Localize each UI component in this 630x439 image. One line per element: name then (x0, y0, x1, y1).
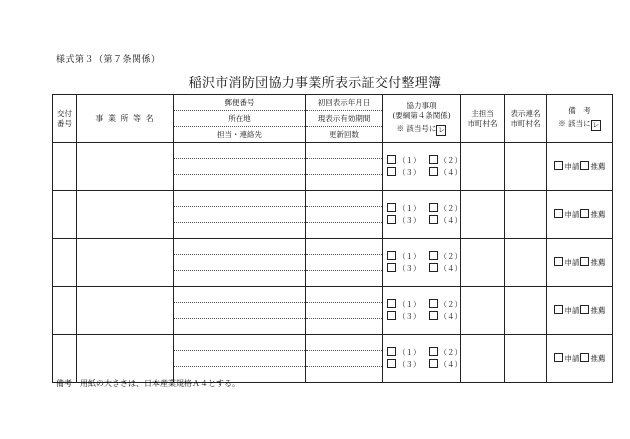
valid-period-cell[interactable] (306, 351, 382, 367)
address-cell[interactable] (174, 351, 305, 367)
checkbox-icon (554, 353, 563, 362)
postal-cell[interactable] (174, 239, 305, 255)
coop-options-cell (383, 191, 461, 239)
issue-no-cell[interactable] (53, 143, 77, 191)
main-town-cell[interactable] (461, 335, 505, 383)
header-valid-period: 現表示有効期間 (306, 111, 382, 127)
checkbox-icon (387, 311, 396, 320)
coop-options-cell (383, 239, 461, 287)
office-name-cell[interactable] (77, 287, 174, 335)
checkbox-icon (387, 263, 396, 272)
postal-cell[interactable] (174, 335, 305, 351)
first-date-cell[interactable] (306, 191, 382, 207)
checkbox-icon (387, 167, 396, 176)
coop-options-cell (383, 287, 461, 335)
coop-option-checkbox[interactable]: （２） (429, 251, 463, 263)
checkbox-icon (387, 359, 396, 368)
checkbox-icon (429, 215, 438, 224)
coop-option-checkbox[interactable]: （２） (429, 347, 463, 359)
issue-no-cell[interactable] (53, 287, 77, 335)
header-row (53, 95, 613, 143)
coop-option-checkbox[interactable]: （３） (387, 359, 421, 371)
footnote: 備考 用紙の大きさは、日本産業規格Ａ４とする。 (56, 379, 240, 388)
header-address: 所在地 (174, 111, 305, 127)
header-renewals: 更新回数 (329, 130, 359, 139)
coop-options-cell (383, 335, 461, 383)
apply-checkbox[interactable]: 申請 (554, 210, 580, 219)
renewals-cell[interactable] (306, 319, 382, 334)
postal-cell[interactable] (174, 287, 305, 303)
valid-period-cell[interactable] (306, 303, 382, 319)
table-row (53, 191, 613, 239)
coop-option-checkbox[interactable]: （２） (429, 299, 463, 311)
form-number: 様式第３（第７条関係） (56, 55, 161, 65)
coop-option-checkbox[interactable]: （３） (387, 311, 421, 323)
header-postal: 郵便番号 (174, 95, 305, 111)
issue-no-cell[interactable] (53, 239, 77, 287)
renewals-cell[interactable] (306, 367, 382, 382)
coop-option-checkbox[interactable]: （４） (429, 215, 463, 227)
checkbox-icon (429, 251, 438, 260)
checkbox-icon (554, 209, 563, 218)
renewals-cell[interactable] (306, 175, 382, 190)
checkbox-icon (580, 353, 589, 362)
checkbox-icon (429, 155, 438, 164)
header-remarks: 備 考 ※ 該当に レ (547, 95, 613, 143)
table-row (53, 239, 613, 287)
checkbox-icon (429, 299, 438, 308)
issue-no-cell[interactable] (53, 335, 77, 383)
coop-option-checkbox[interactable]: （３） (387, 215, 421, 227)
coop-option-checkbox[interactable]: （１） (387, 251, 421, 263)
remarks-cell (547, 239, 613, 287)
header-joint-town: 表示連名 市町村名 (505, 95, 547, 143)
valid-period-cell[interactable] (306, 159, 382, 175)
first-date-cell[interactable] (306, 239, 382, 255)
recommend-checkbox[interactable]: 推薦 (580, 354, 606, 363)
header-display-info (306, 95, 383, 143)
coop-option-checkbox[interactable]: （１） (387, 347, 421, 359)
first-date-cell[interactable] (306, 143, 382, 159)
remarks-cell (547, 287, 613, 335)
issue-no-cell[interactable] (53, 191, 77, 239)
checkbox-icon (554, 305, 563, 314)
remarks-cell (547, 143, 613, 191)
check-mark-icon: レ (437, 126, 445, 134)
recommend-checkbox[interactable]: 推薦 (580, 258, 606, 267)
checkbox-icon (387, 155, 396, 164)
document-title: 稲沢市消防団協力事業所表示証交付整理簿 (188, 76, 442, 91)
coop-option-checkbox[interactable]: （１） (387, 203, 421, 215)
remarks-cell (547, 191, 613, 239)
coop-option-checkbox[interactable]: （４） (429, 263, 463, 275)
checkbox-icon (387, 299, 396, 308)
display-info-cell (306, 287, 383, 335)
joint-town-cell[interactable] (505, 143, 547, 191)
checkbox-icon (429, 263, 438, 272)
apply-checkbox[interactable]: 申請 (554, 162, 580, 171)
header-coop: 協力事項 (要綱第４条関係) ※ 該当号に レ (383, 95, 461, 143)
register-table (52, 94, 613, 383)
office-info-cell (174, 287, 306, 335)
display-info-cell (306, 335, 383, 383)
header-office-info (174, 95, 306, 143)
office-name-cell[interactable] (77, 191, 174, 239)
checkbox-icon (554, 161, 563, 170)
office-name-cell[interactable] (77, 143, 174, 191)
checkbox-icon (429, 359, 438, 368)
recommend-checkbox[interactable]: 推薦 (580, 306, 606, 315)
address-cell[interactable] (174, 207, 305, 223)
checkbox-icon (429, 203, 438, 212)
apply-checkbox[interactable]: 申請 (554, 258, 580, 267)
header-issue-no: 交付 番号 (53, 95, 77, 143)
header-main-town: 主担当 市町村名 (461, 95, 505, 143)
coop-option-checkbox[interactable]: （３） (387, 167, 421, 179)
coop-option-checkbox[interactable]: （１） (387, 299, 421, 311)
checkbox-icon (429, 167, 438, 176)
valid-period-cell[interactable] (306, 207, 382, 223)
postal-cell[interactable] (174, 191, 305, 207)
coop-option-checkbox[interactable]: （３） (387, 263, 421, 275)
checkbox-icon (387, 251, 396, 260)
table-row (53, 287, 613, 335)
header-office-name: 事 業 所 等 名 (77, 95, 174, 143)
checkbox-icon (429, 311, 438, 320)
joint-town-cell[interactable] (505, 287, 547, 335)
address-cell[interactable] (174, 159, 305, 175)
contact-cell[interactable] (174, 319, 305, 334)
table-row (53, 143, 613, 191)
coop-option-checkbox[interactable]: （４） (429, 359, 463, 371)
coop-options-cell (383, 143, 461, 191)
main-town-cell[interactable] (461, 239, 505, 287)
display-info-cell (306, 191, 383, 239)
first-date-cell[interactable] (306, 287, 382, 303)
checkbox-icon (387, 203, 396, 212)
checkbox-icon (580, 305, 589, 314)
checkbox-icon (580, 161, 589, 170)
coop-option-checkbox[interactable]: （２） (429, 203, 463, 215)
main-town-cell[interactable] (461, 191, 505, 239)
header-contact: 担当・連絡先 (217, 130, 262, 139)
checkbox-icon (387, 347, 396, 356)
remarks-cell (547, 335, 613, 383)
checkbox-icon (580, 257, 589, 266)
coop-option-checkbox[interactable]: （２） (429, 155, 463, 167)
checkbox-icon (429, 347, 438, 356)
coop-option-checkbox[interactable]: （４） (429, 167, 463, 179)
checkbox-icon (580, 209, 589, 218)
first-date-cell[interactable] (306, 335, 382, 351)
contact-cell[interactable] (174, 175, 305, 190)
recommend-checkbox[interactable]: 推薦 (580, 210, 606, 219)
address-cell[interactable] (174, 303, 305, 319)
display-info-cell (306, 239, 383, 287)
contact-cell[interactable] (174, 271, 305, 286)
office-info-cell (174, 335, 306, 383)
office-name-cell[interactable] (77, 335, 174, 383)
office-info-cell (174, 143, 306, 191)
joint-town-cell[interactable] (505, 335, 547, 383)
main-town-cell[interactable] (461, 143, 505, 191)
joint-town-cell[interactable] (505, 239, 547, 287)
joint-town-cell[interactable] (505, 191, 547, 239)
renewals-cell[interactable] (306, 223, 382, 238)
apply-checkbox[interactable]: 申請 (554, 354, 580, 363)
main-town-cell[interactable] (461, 287, 505, 335)
postal-cell[interactable] (174, 143, 305, 159)
contact-cell[interactable] (174, 223, 305, 238)
header-first-date: 初回表示年月日 (306, 95, 382, 111)
display-info-cell (306, 143, 383, 191)
check-mark-icon: レ (592, 121, 600, 129)
checkbox-icon (554, 257, 563, 266)
table-row (53, 335, 613, 383)
checkbox-icon (387, 215, 396, 224)
office-info-cell (174, 191, 306, 239)
recommend-checkbox[interactable]: 推薦 (580, 162, 606, 171)
apply-checkbox[interactable]: 申請 (554, 306, 580, 315)
valid-period-cell[interactable] (306, 255, 382, 271)
address-cell[interactable] (174, 255, 305, 271)
renewals-cell[interactable] (306, 271, 382, 286)
coop-option-checkbox[interactable]: （４） (429, 311, 463, 323)
office-name-cell[interactable] (77, 239, 174, 287)
coop-option-checkbox[interactable]: （１） (387, 155, 421, 167)
office-info-cell (174, 239, 306, 287)
